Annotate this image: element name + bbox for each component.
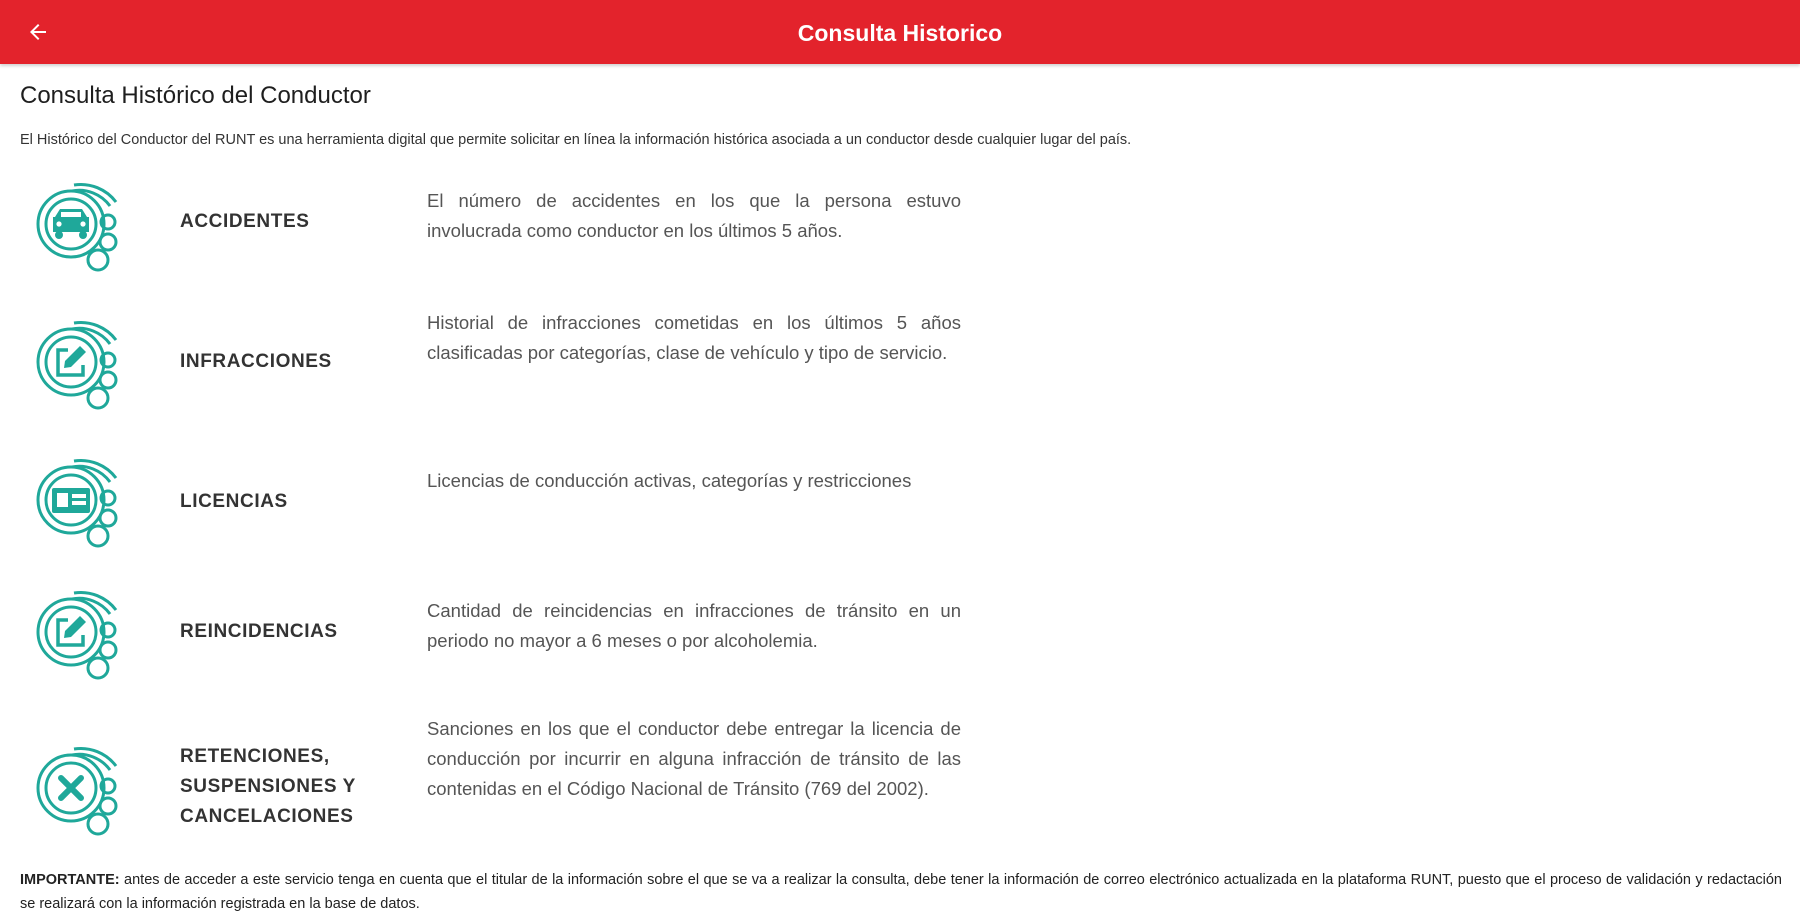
item-description: Licencias de conducción activas, categorías y restricciones [427,470,912,491]
car-icon [28,182,124,278]
item-label: INFRACCIONES [180,351,332,372]
item-description: Sanciones en los que el conductor debe entregar la licencia de conducción por incurrir en alguna infracción de tránsito de las contenidas en el Código Nacional de Tránsito (769 del 2002). [427,718,961,799]
item-label: REINCIDENCIAS [180,621,338,642]
important-text: antes de acceder a este servicio tenga en cuenta que el titular de la información sobre el que se va a realizar la consulta, debe tener la información de correo electrónico actualizada en la plataforma RUNT, puesto que el proceso de validación y redactación se realizará con la información registrada en la base de datos. [20,872,1782,912]
item-label: LICENCIAS [180,491,288,512]
page-title: Consulta Histórico del Conductor [20,82,371,109]
item-description: El número de accidentes en los que la persona estuvo involucrada como conductor en los últimos 5 años. [427,190,961,241]
item-description: Cantidad de reincidencias en infracciones de tránsito en un periodo no mayor a 6 meses o por alcoholemia. [427,600,961,651]
top-app-bar [0,0,1800,64]
id-card-icon [28,458,124,554]
list-item-reincidencias [0,584,1000,694]
item-label: ACCIDENTES [180,211,310,232]
important-note [20,868,1782,916]
list-item-accidentes [0,176,1000,286]
edit-icon [28,590,124,686]
list-item-infracciones [0,314,1000,424]
list-item-retenciones [0,720,1000,850]
intro-text: El Histórico del Conductor del RUNT es una herramienta digital que permite solicitar en línea la información histórica asociada a un conductor desde cualquier lugar del país. [20,132,1132,148]
app-bar-title: Consulta Historico [797,20,1003,46]
edit-icon [28,320,124,416]
close-x-icon [28,746,124,842]
item-label: RETENCIONES, SUSPENSIONES Y CANCELACIONES [180,746,356,827]
list-item-licencias [0,454,1000,564]
important-label: IMPORTANTE: [20,872,120,888]
item-description: Historial de infracciones cometidas en los últimos 5 años clasificadas por categorías, clase de vehículo y tipo de servicio. [427,312,961,363]
